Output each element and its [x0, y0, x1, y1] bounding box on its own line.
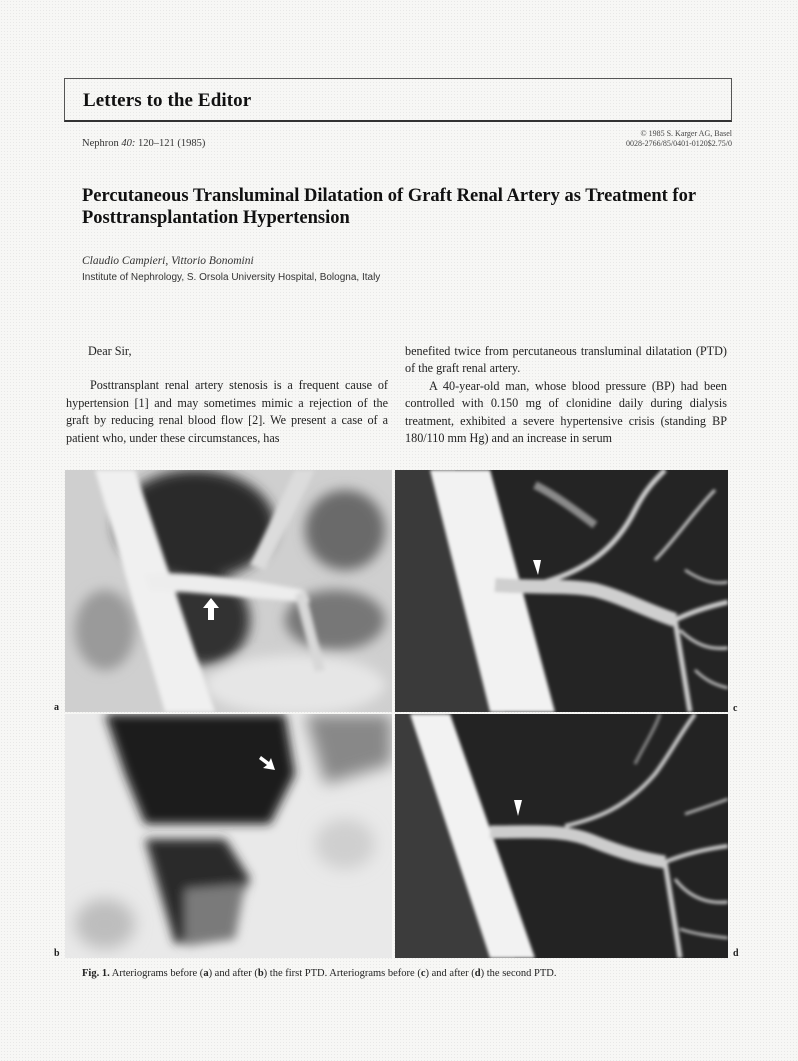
- body-column-left: [66, 343, 388, 447]
- arteriogram-image: [395, 470, 728, 712]
- section-header-box: [64, 78, 732, 122]
- author-affiliation: Institute of Nephrology, S. Orsola University Hospital, Bologna, Italy: [82, 272, 381, 283]
- arteriogram-image: [395, 714, 728, 958]
- journal-name: Nephron: [82, 138, 119, 149]
- panel-label-b: b: [54, 948, 60, 959]
- issn-line: 0028-2766/85/0401-0120$2.75/0: [626, 139, 732, 148]
- figure-panel-a: [65, 470, 392, 712]
- section-title: Letters to the Editor: [83, 90, 252, 111]
- copyright-line: © 1985 S. Karger AG, Basel: [640, 129, 732, 138]
- body-paragraph: benefited twice from percutaneous transluminal dilatation (PTD) of the graft renal artery.: [405, 344, 727, 376]
- figure-caption: [82, 968, 556, 979]
- figure-panel-d: [395, 714, 728, 958]
- article-title: Percutaneous Transluminal Dilatation of Graft Renal Artery as Treatment for Posttransplantation Hypertension: [82, 186, 696, 228]
- caption-text: ) and after (: [208, 968, 258, 979]
- journal-citation: [82, 138, 205, 149]
- copyright-notice: [626, 129, 732, 149]
- figure-panel-b: [65, 714, 392, 958]
- panel-label-c: c: [733, 703, 738, 714]
- figure-label: Fig. 1.: [82, 968, 110, 979]
- salutation: Dear Sir,: [88, 344, 132, 358]
- caption-ref-d: d: [474, 968, 481, 979]
- caption-ref-c: c: [420, 968, 426, 979]
- arteriogram-image: [65, 714, 392, 958]
- figure-panel-c: [395, 470, 728, 712]
- caption-ref-b: b: [257, 968, 264, 979]
- body-paragraph: A 40-year-old man, whose blood pressure (BP) had been controlled with 0.150 mg of clonidine daily during dialysis treatment, exhibited a severe hypertensive crisis (standing BP 180/110 mm Hg) and an increase in serum: [405, 378, 727, 446]
- body-paragraph: Posttransplant renal artery stenosis is a frequent cause of hypertension [1] and may sometimes mimic a rejection of the graft by reducing renal blood flow [2]. We present a case of a patient who, under these circumstances, has: [66, 378, 388, 445]
- body-column-right: [405, 343, 727, 447]
- panel-label-d: d: [733, 948, 739, 959]
- caption-text: ) and after (: [425, 968, 475, 979]
- article-authors: Claudio Campieri, Vittorio Bonomini: [82, 255, 254, 267]
- panel-label-a: a: [54, 702, 59, 713]
- arteriogram-image: [65, 470, 392, 712]
- caption-text: Arteriograms before (: [109, 968, 204, 979]
- caption-text: ) the first PTD. Arteriograms before (: [263, 968, 421, 979]
- journal-pages: 120–121 (1985): [138, 138, 206, 149]
- journal-volume: 40:: [121, 138, 136, 149]
- caption-ref-a: a: [203, 968, 209, 979]
- caption-text: ) the second PTD.: [480, 968, 557, 979]
